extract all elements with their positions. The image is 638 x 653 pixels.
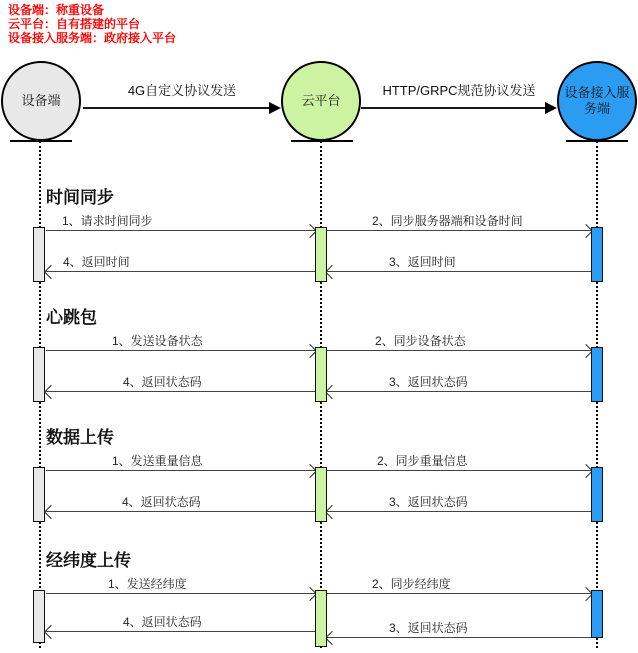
message-line	[327, 470, 591, 471]
message-label: 3、返回状态码	[389, 495, 468, 509]
message	[46, 212, 315, 238]
message	[327, 493, 591, 519]
message-line	[46, 271, 315, 272]
message-label: 2、同步经纬度	[372, 577, 451, 591]
actor-cloud-circle	[281, 61, 361, 141]
legend-line-gateway: 设备接入服务端：政府接入平台	[8, 31, 177, 45]
message-label: 3、返回状态码	[389, 621, 468, 635]
message	[46, 613, 315, 639]
message-label: 4、返回时间	[63, 255, 130, 269]
message	[327, 373, 591, 399]
toplink-4g-label: 4G自定义协议发送	[127, 83, 237, 98]
activation-bar-device	[33, 590, 45, 643]
message-label: 4、返回状态码	[123, 615, 202, 629]
activation-bar-device	[33, 347, 45, 402]
message-line	[46, 391, 315, 392]
message	[327, 619, 591, 645]
activation-bar-cloud	[315, 590, 327, 647]
message-line	[327, 511, 591, 512]
message-line	[46, 350, 315, 351]
message	[327, 332, 591, 358]
actor-device-circle	[1, 61, 81, 141]
toplink-4g-arrowhead-icon	[269, 102, 281, 114]
message	[46, 253, 315, 279]
activation-bar-cloud	[315, 347, 327, 402]
toplink-grpc-arrowhead-icon	[545, 102, 557, 114]
section-title-latlng-upload: 经纬度上传	[46, 551, 131, 570]
toplink-grpc-line	[361, 107, 546, 109]
message-line	[327, 230, 591, 231]
actor-cloud-label: 云平台	[301, 93, 341, 109]
message	[46, 452, 315, 478]
activation-bar-cloud	[315, 467, 327, 522]
legend-line-cloud: 云平台：自有搭建的平台	[8, 17, 141, 31]
section-title-heartbeat: 心跳包	[46, 308, 97, 327]
section-title-time-sync: 时间同步	[46, 188, 114, 207]
message	[46, 332, 315, 358]
message-label: 1、发送经纬度	[108, 577, 187, 591]
message-label: 3、返回状态码	[389, 375, 468, 389]
message-line	[327, 350, 591, 351]
message-label: 2、同步设备状态	[375, 334, 466, 348]
message-line	[327, 271, 591, 272]
legend	[8, 3, 176, 45]
message-line	[46, 631, 315, 632]
message	[327, 253, 591, 279]
message-label: 4、返回状态码	[123, 375, 202, 389]
message-label: 1、发送重量信息	[112, 454, 203, 468]
message	[46, 493, 315, 519]
message-label: 2、同步重量信息	[377, 454, 468, 468]
message-line	[46, 230, 315, 231]
activation-bar-gateway	[591, 590, 603, 638]
message-label: 1、发送设备状态	[112, 334, 203, 348]
legend-line-device: 设备端：称重设备	[8, 3, 105, 17]
message-line	[46, 470, 315, 471]
actor-gateway-circle	[557, 61, 637, 141]
actor-gateway-label: 设备接入服务端	[564, 85, 630, 116]
message-label: 2、同步服务器端和设备时间	[372, 214, 523, 228]
activation-bar-device	[33, 227, 45, 282]
message	[327, 212, 591, 238]
activation-bar-gateway	[591, 227, 603, 282]
message-line	[46, 511, 315, 512]
message	[46, 575, 315, 601]
message-line	[46, 593, 315, 594]
message	[46, 373, 315, 399]
message-label: 4、返回状态码	[122, 495, 201, 509]
message-label: 1、请求时间同步	[62, 214, 153, 228]
message-line	[327, 593, 591, 594]
activation-bar-cloud	[315, 227, 327, 282]
message	[327, 575, 591, 601]
message-line	[327, 391, 591, 392]
activation-bar-device	[33, 467, 45, 522]
toplink-4g-line	[83, 107, 270, 109]
section-title-data-upload: 数据上传	[46, 428, 114, 447]
toplink-grpc-label: HTTP/GRPC规范协议发送	[382, 83, 536, 98]
message-line	[327, 637, 591, 638]
message-label: 3、返回时间	[389, 255, 456, 269]
message	[327, 452, 591, 478]
actor-device-label: 设备端	[21, 93, 61, 109]
activation-bar-gateway	[591, 467, 603, 522]
activation-bar-gateway	[591, 347, 603, 402]
